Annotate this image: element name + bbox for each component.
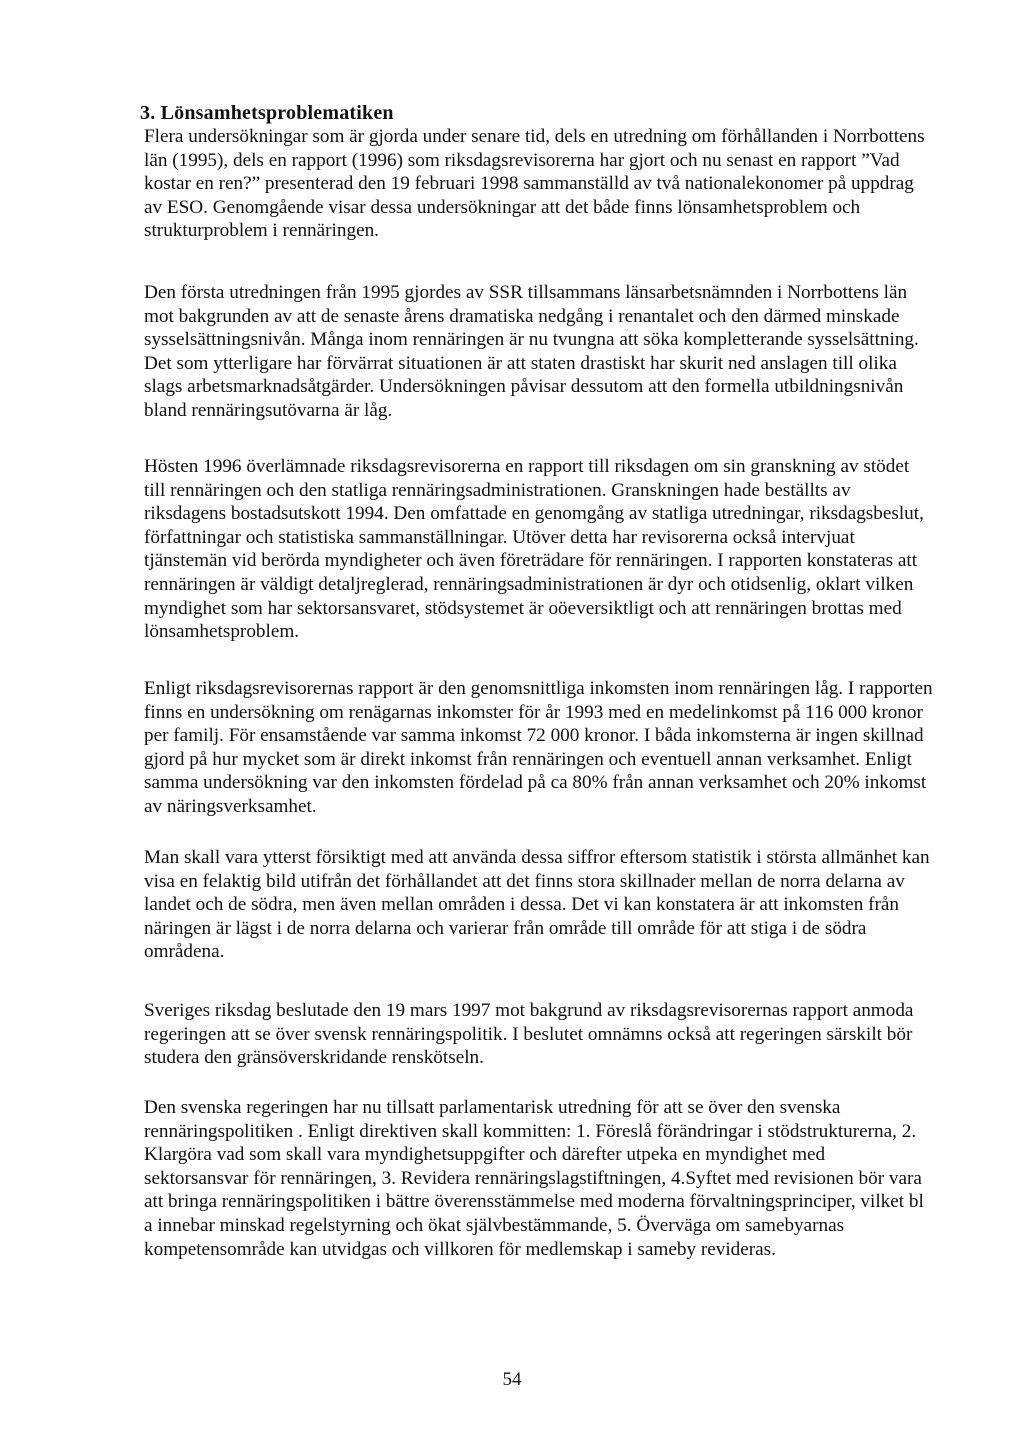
section-heading: 3. Lönsamhetsproblematiken	[140, 102, 394, 124]
paragraph-caution: Man skall vara ytterst försiktigt med att använda dessa siffror eftersom statistik i största allmänhet kan visa en felaktig bild utifrån det förhållandet att det finns stora skillnader mellan de norra delarna av landet och de södra, men även mellan områden i dessa. Det vi kan konstatera är att inkomsten från näringen är lägst i de norra delarna och varierar från område till område för att stiga i de södra områdena.	[144, 847, 930, 963]
paragraph-income: Enligt riksdagsrevisorernas rapport är den genomsnittliga inkomsten inom rennäringen låg. I rapporten finns en undersökning om renägarnas inkomster för år 1993 med en medelinkomst på 116 000 kronor per familj. För ensamstående var samma inkomst 72 000 kronor. I båda inkomsterna är ingen skillnad gjord på hur mycket som är direkt inkomst från rennäringen och eventuell annan verksamhet. Enligt samma undersökning var den inkomsten fördelad på ca 80% från annan verksamhet och 20% inkomst av näringsverksamhet.	[144, 678, 933, 817]
paragraph-autumn-1996: Hösten 1996 överlämnade riksdagsrevisorerna en rapport till riksdagen om sin granskning av stödet till rennäringen och den statliga rennäringsadministrationen. Granskningen hade beställts av riksdagens bostadsutskott 1994. Den omfattade en genomgång av statliga utredningar, riksdagsbeslut, författningar och statistiska sammanställningar. Utöver detta har revisorerna också intervjuat tjänstemän vid berörda myndigheter och även företrädare för rennäringen. I rapporten konstateras att rennäringen är väldigt detaljreglerad, rennäringsadministrationen är dyr och otidsenlig, oklart vilken myndighet som har sektorsansvaret, stödsystemet är oöeversiktligt och att rennäringen brottas med lönsamhetsproblem.	[144, 456, 924, 643]
paragraph-government-inquiry: Den svenska regeringen har nu tillsatt parlamentarisk utredning för att se över den svenska rennäringspolitiken . Enligt direktiven skall kommitten: 1. Föreslå förändringar i stödstrukturerna, 2. Klargöra vad som skall vara myndighetsuppgifter och därefter utpeka en myndighet med sektorsansvar för rennäringen, 3. Revidera rennäringslagstiftningen, 4.Syftet med revisionen bör vara att bringa rennäringspolitiken i bättre överensstämmelse med moderna förvaltningsprinciper, vilket bl a innebar minskad regelstyrning och ökat självbestämmande, 5. Överväga om samebyarnas kompetensområde kan utvidgas och villkoren för medlemskap i sameby revideras.	[144, 1097, 924, 1260]
paragraph-first-investigation: Den första utredningen från 1995 gjordes av SSR tillsammans länsarbetsnämnden i Norrbottens län mot bakgrunden av att de senaste årens dramatiska nedgång i renantalet och den därmed minskade sysselsättningsnivån. Många inom rennäringen är nu tvungna att söka kompletterande sysselsättning. Det som ytterligare har förvärrat situationen är att staten drastiskt har skurit ned anslagen till olika slags arbetsmarknadsåtgärder. Undersökningen påvisar dessutom att den formella utbildningsnivån bland rennäringsutövarna är låg.	[144, 282, 919, 421]
paragraph-riksdag-decision: Sveriges riksdag beslutade den 19 mars 1997 mot bakgrund av riksdagsrevisorernas rapport anmoda regeringen att se över svensk rennäringspolitik. I beslutet omnämns också att regeringen särskilt bör studera den gränsöverskridande renskötseln.	[144, 1000, 914, 1069]
paragraph-intro: Flera undersökningar som är gjorda under senare tid, dels en utredning om förhållanden i Norrbottens län (1995), dels en rapport (1996) som riksdagsrevisorerna har gjort och nu senast en rapport ”Vad kostar en ren?” presenterad den 19 februari 1998 sammanställd av två nationalekonomer på uppdrag av ESO. Genomgående visar dessa undersökningar att det både finns lönsamhetsproblem och strukturproblem i rennäringen.	[144, 126, 925, 242]
page-number: 54	[502, 1369, 522, 1390]
